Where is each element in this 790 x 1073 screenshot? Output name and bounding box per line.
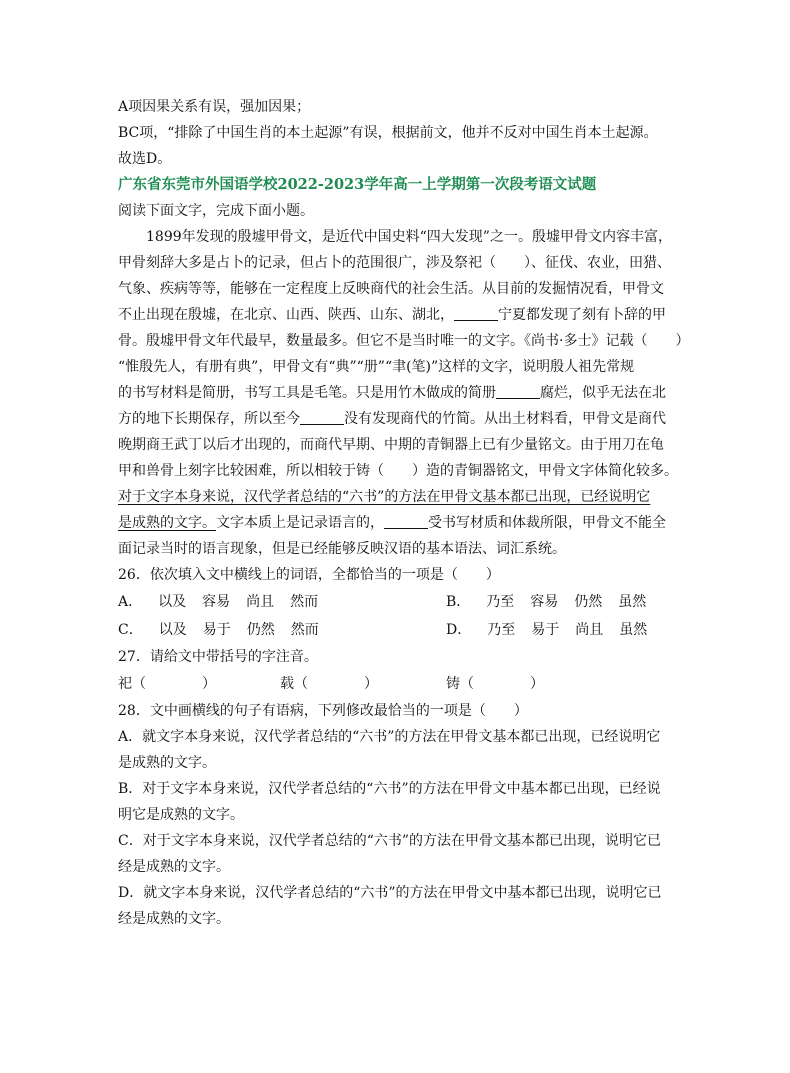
question-27-answer-row [118,670,678,698]
prev-answer-line-3: 故选D。 [118,151,172,167]
passage-text: 方的地下长期保存，所以至今 [118,411,300,427]
option-word: 容易 [202,594,231,610]
reading-passage [118,224,690,562]
option-word: 虽然 [619,622,648,638]
option-text: 经是成熟的文字。 [118,859,230,875]
option-word: 尚且 [575,622,604,638]
option-word: 易于 [202,622,231,638]
document-content [118,94,690,932]
option-a[interactable] [118,588,318,616]
option-d[interactable] [446,616,647,644]
option-c[interactable] [118,616,319,644]
option-text: C．对于文字本身来说，汉代学者总结的“六书”的方法在甲骨文基本都已出现，说明它已 [118,833,662,849]
option-text: D．就文字本身来说，汉代学者总结的“六书”的方法在甲骨文中基本都已出现，说明它已 [118,885,662,901]
passage-text: 没有发现商代的竹简。从出土材料看，甲骨文是商代 [344,411,666,427]
option-word: 虽然 [618,594,647,610]
fill-blank-3 [300,408,344,425]
passage-text: 文字本质上是记录语言的， [216,515,384,531]
passage-line: “惟殷先人，有册有典”，甲骨文有“典”“册”“聿(笔)”这样的文字，说明殷人祖先常规 [118,359,635,375]
option-text: 明它是成熟的文字。 [118,807,244,823]
prev-answer-line-2: BC项，“排除了中国生肖的本土起源”有误，根据前文，他并不反对中国生肖本土起源。 [118,125,658,141]
question-27-stem: 27．请给文中带括号的字注音。 [118,649,318,665]
passage-line: 甲骨刻辞大多是占卜的记录，但占卜的范围很广，涉及祭祀（ ）、征伐、农业，田猎、 [118,255,671,271]
question-28-option-b[interactable] [118,776,678,828]
pinyin-answer-si[interactable]: 祀（ ） [118,676,216,692]
option-word: 仍然 [574,594,603,610]
option-b[interactable] [446,588,646,616]
question-28-option-c[interactable] [118,828,678,880]
option-text: B．对于文字本身来说，汉代学者总结的“六书”的方法在甲骨文中基本都已出现，已经说 [118,781,661,797]
option-word: 然而 [290,594,319,610]
option-text: 经是成熟的文字。 [118,911,230,927]
passage-line: 骨。殷墟甲骨文年代最早，数量最多。但它不是当时唯一的文字。《尚书·多士》记载（ ） [118,333,690,349]
option-word: 以及 [158,622,187,638]
passage-line [118,302,678,328]
passage-line: 气象、疾病等等，能够在一定程度上反映商代的社会生活。从目前的发掘情况看，甲骨文 [118,281,664,297]
passage-line [118,406,678,432]
passage-text: 不止出现在殷墟，在北京、山西、陕西、山东、湖北， [118,307,454,323]
question-26-options-row-1 [118,588,678,616]
option-label: A． [118,594,143,610]
option-word: 然而 [290,622,319,638]
option-word: 容易 [530,594,559,610]
passage-line: 晚期商王武丁以后才出现的，而商代早期、中期的青铜器上已有少量铭文。由于用刀在龟 [118,437,664,453]
question-28-option-a[interactable] [118,724,678,776]
question-28-stem: 28．文中画横线的句子有语病，下列修改最恰当的一项是（ ） [118,703,528,719]
option-label: C． [118,622,143,638]
option-word: 易于 [531,622,560,638]
fill-blank-2 [496,382,540,399]
passage-line [118,380,678,406]
option-text: 是成熟的文字。 [118,755,216,771]
section-title: 广东省东莞市外国语学校2022-2023学年高一上学期第一次段考语文试题 [118,176,597,193]
underlined-sentence: 对于文字本身来说，汉代学者总结的“六书”的方法在甲骨文基本都已出现，已经说明它 [118,489,651,505]
reading-instruction: 阅读下面文字，完成下面小题。 [118,203,314,219]
pinyin-answer-zhu[interactable]: 铸（ ） [446,676,544,692]
option-label: D． [446,622,472,638]
passage-line: 1899年发现的殷墟甲骨文，是近代中国史料“四大发现”之一。殷墟甲骨文内容丰富， [146,229,672,245]
question-26-options-row-2 [118,616,678,644]
option-word: 尚且 [246,594,275,610]
question-28-option-d[interactable] [118,880,678,932]
passage-line: 甲和兽骨上刻字比较困难，所以相较于铸（ ）造的青铜器铭文，甲骨文字体简化较多。 [118,463,678,479]
passage-text: 腐烂，似乎无法在北 [540,385,666,401]
prev-answer-line-1: A项因果关系有误，强加因果； [118,99,311,115]
underlined-sentence-end: 是成熟的文字。 [118,515,216,531]
option-word: 乃至 [487,622,516,638]
pinyin-answer-zai[interactable]: 载（ ） [280,676,378,692]
passage-text: 受书写材质和体裁所限，甲骨文不能全 [428,515,666,531]
fill-blank-4 [384,512,428,529]
fill-blank-1 [454,304,498,321]
passage-line [118,510,678,536]
passage-line: 面记录当时的语言现象，但是已经能够反映汉语的基本语法、词汇系统。 [118,541,566,557]
option-word: 以及 [158,594,187,610]
option-label: B． [446,594,471,610]
option-word: 乃至 [486,594,515,610]
passage-text: 的书写材料是简册，书写工具是毛笔。只是用竹木做成的简册 [118,385,496,401]
question-26-stem: 26．依次填入文中横线上的词语，全都恰当的一项是（ ） [118,567,500,583]
option-text: A．就文字本身来说，汉代学者总结的“六书”的方法在甲骨文基本都已出现，已经说明它 [118,729,661,745]
option-word: 仍然 [246,622,275,638]
passage-text: 宁夏都发现了刻有卜辞的甲 [498,307,666,323]
